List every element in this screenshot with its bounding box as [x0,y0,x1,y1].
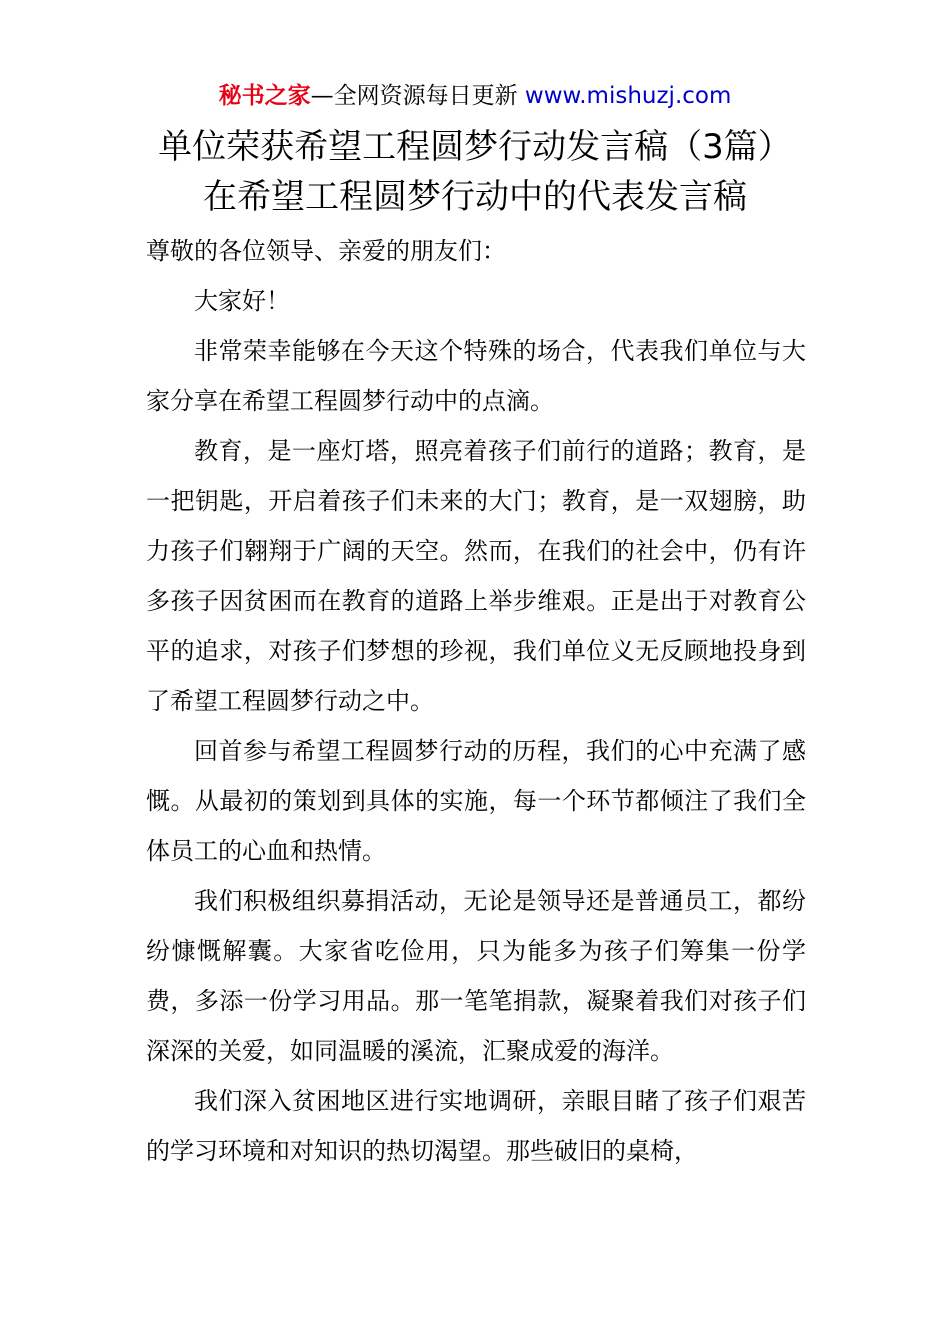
document-title: 单位荣获希望工程圆梦行动发言稿（3篇） [158,127,792,167]
paragraph: 非常荣幸能够在今天这个特殊的场合，代表我们单位与大家分享在希望工程圆梦行动中的点滴。 [146,337,806,415]
document-subtitle: 在希望工程圆梦行动中的代表发言稿 [203,177,747,217]
paragraph: 回首参与希望工程圆梦行动的历程，我们的心中充满了感慨。从最初的策划到具体的实施，每一个环节都倾注了我们全体员工的心血和热情。 [146,737,806,865]
site-brand: 秘书之家 [218,83,311,109]
site-url-link[interactable]: www.mishuzj.com [524,83,732,109]
site-header [0,80,950,112]
salutation: 尊敬的各位领导、亲爱的朋友们： [146,237,506,265]
paragraph: 我们积极组织募捐活动，无论是领导还是普通员工，都纷纷慷慨解囊。大家省吃俭用，只为能多为孩子们筹集一份学费，多添一份学习用品。那一笔笔捐款，凝聚着我们对孩子们深深的关爱，如同温暖的溪流，汇聚成爱的海洋。 [146,887,806,1065]
greeting: 大家好！ [194,287,290,315]
site-slogan: —全网资源每日更新 [310,83,518,109]
document-titles [0,124,950,220]
paragraph: 教育，是一座灯塔，照亮着孩子们前行的道路；教育，是一把钥匙，开启着孩子们未来的大门；教育，是一双翅膀，助力孩子们翱翔于广阔的天空。然而，在我们的社会中，仍有许多孩子因贫困而在教育的道路上举步维艰。正是出于对教育公平的追求，对孩子们梦想的珍视，我们单位义无反顾地投身到了希望工程圆梦行动之中。 [146,437,806,715]
document-body [146,226,806,1176]
paragraph: 我们深入贫困地区进行实地调研，亲眼目睹了孩子们艰苦的学习环境和对知识的热切渴望。那些破旧的桌椅， [146,1087,806,1165]
